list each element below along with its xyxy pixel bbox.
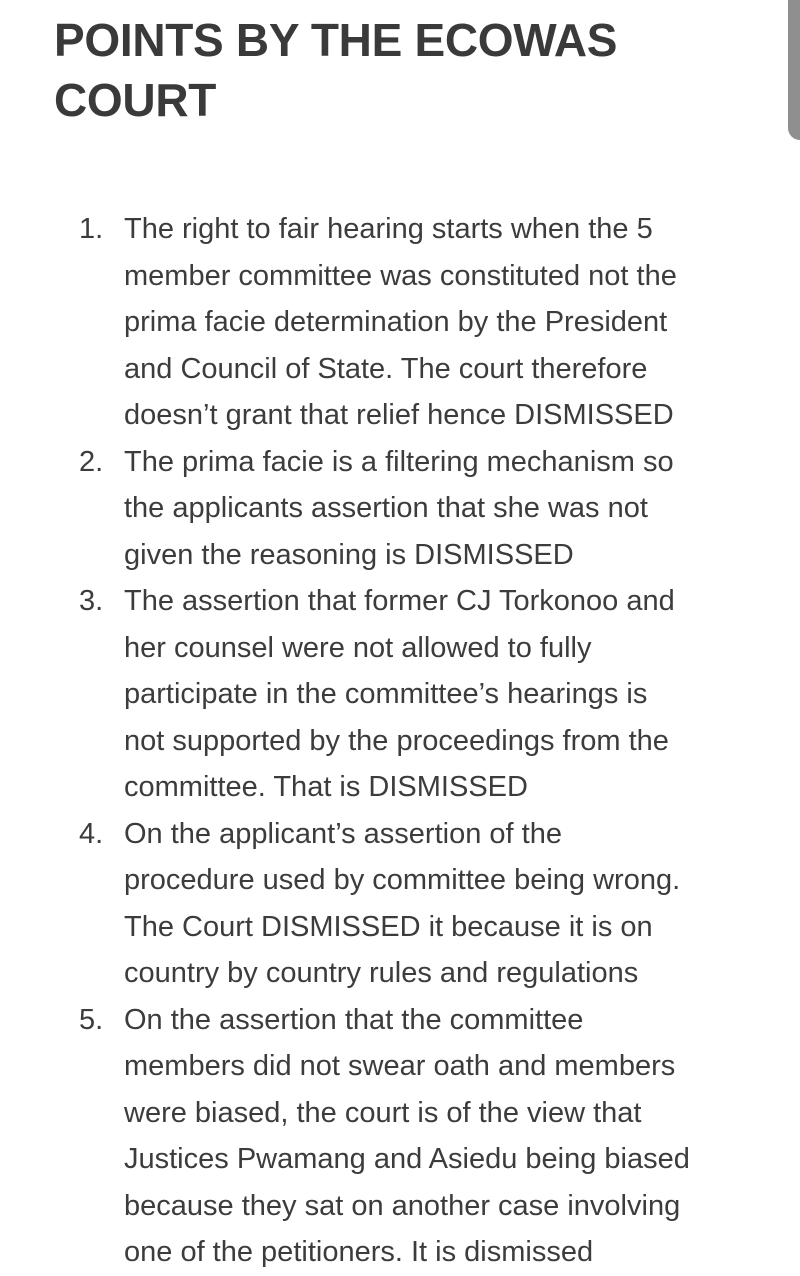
item-line: The right to fair hearing starts when the 5 (124, 213, 653, 245)
item-line: On the applicant’s assertion of the (124, 817, 562, 850)
item-line: procedure used by committee being wrong. (124, 864, 681, 896)
list-item (0, 811, 790, 997)
list-item (0, 439, 790, 579)
item-line: committee. That is DISMISSED (124, 771, 528, 803)
page-title (54, 10, 754, 130)
item-number: 3. (79, 585, 104, 617)
item-number: 2. (79, 445, 104, 478)
item-line: the applicants assertion that she was not (124, 492, 648, 524)
item-line: The prima facie is a filtering mechanism so (124, 445, 674, 478)
item-line: members did not swear oath and members (124, 1050, 676, 1082)
item-line: prima facie determination by the President (124, 306, 668, 338)
item-line: doesn’t grant that relief hence DISMISSED (124, 399, 674, 431)
item-line: not supported by the proceedings from the (124, 724, 669, 757)
scrollbar-thumb[interactable] (788, 0, 800, 140)
item-line: given the reasoning is DISMISSED (124, 538, 574, 571)
title-line: COURT (54, 74, 217, 126)
list-item (0, 578, 790, 811)
list-item (0, 997, 790, 1276)
item-line: The Court DISMISSED it because it is on (124, 910, 653, 943)
item-line: member committee was constituted not the (124, 259, 677, 292)
item-line: Justices Pwamang and Asiedu being biased (124, 1143, 690, 1175)
item-line: her counsel were not allowed to fully (124, 631, 592, 664)
title-line: POINTS BY THE ECOWAS (54, 14, 618, 66)
item-line: were biased, the court is of the view that (124, 1096, 642, 1129)
item-number: 4. (79, 817, 104, 850)
list-item (0, 206, 790, 439)
item-line: On the assertion that the committee (124, 1003, 584, 1036)
item-line: country by country rules and regulations (124, 957, 639, 989)
item-line: participate in the committee’s hearings is (124, 678, 648, 710)
item-line: and Council of State. The court therefore (124, 352, 648, 385)
item-number: 5. (79, 1003, 104, 1036)
points-list (0, 206, 790, 1276)
item-line: because they sat on another case involving (124, 1189, 681, 1222)
item-number: 1. (79, 213, 104, 245)
item-line: The assertion that former CJ Torkonoo and (124, 585, 675, 617)
item-line: one of the petitioners. It is dismissed (124, 1236, 594, 1268)
